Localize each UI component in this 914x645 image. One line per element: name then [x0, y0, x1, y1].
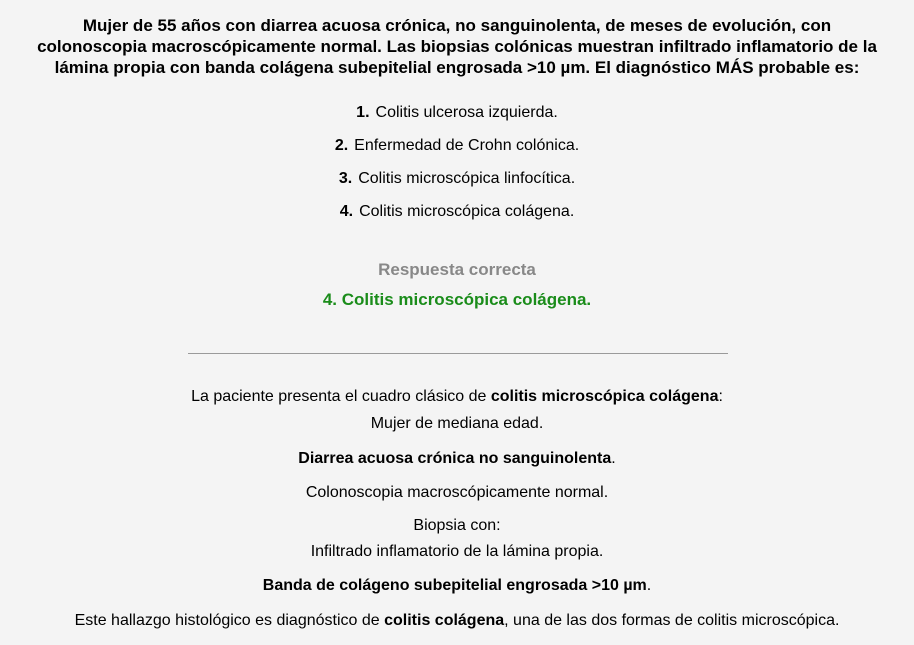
option-label: Colitis ulcerosa izquierda. [375, 104, 558, 121]
explanation-text: : [718, 388, 723, 405]
explanation-bold: Diarrea acuosa crónica no sanguinolenta [298, 450, 612, 467]
option-number: 1. [356, 104, 370, 121]
question-line: Mujer de 55 años con diarrea acuosa crónica, no sanguinolenta, de meses de evolución, con [82, 16, 832, 35]
option-label: Colitis microscópica colágena. [359, 203, 575, 220]
option-2[interactable] [0, 135, 914, 157]
question-text [0, 15, 914, 78]
explanation-text: La paciente presenta el cuadro clásico de [191, 388, 491, 405]
explanation-point: Colonoscopia macroscópicamente normal. [305, 484, 609, 501]
biopsy-heading: Biopsia con: [413, 517, 501, 534]
answer-heading: Respuesta correcta [378, 260, 536, 279]
explanation-text: Este hallazgo histológico es diagnóstico de [74, 612, 385, 629]
biopsy-finding [0, 575, 914, 596]
answer-options [0, 102, 914, 234]
question-line: lámina propia con banda colágena subepitelial engrosada >10 µm. El diagnóstico MÁS probable es: [54, 58, 860, 77]
explanation-text: , una de las dos formas de colitis microscópica. [504, 612, 840, 629]
explanation-bold: colitis colágena [384, 612, 505, 629]
explanation-intro [0, 386, 914, 407]
option-label: Colitis microscópica linfocítica. [358, 170, 576, 187]
section-divider [188, 353, 728, 354]
question-line: colonoscopia macroscópicamente normal. Las biopsias colónicas muestran infiltrado inflamatorio de la [37, 37, 877, 56]
option-3[interactable] [0, 168, 914, 190]
explanation-point [0, 448, 914, 469]
explanation-bold: Banda de colágeno subepitelial engrosada >10 µm [262, 577, 647, 594]
biopsy-finding: Infiltrado inflamatorio de la lámina propia. [310, 543, 604, 560]
explanation-text: . [611, 450, 616, 467]
option-number: 2. [334, 137, 349, 154]
explanation-conclusion [0, 610, 914, 631]
explanation-bold: colitis microscópica colágena [490, 388, 719, 405]
explanation-text: . [646, 577, 652, 594]
explanation-point: Mujer de mediana edad. [370, 415, 544, 432]
option-label: Enfermedad de Crohn colónica. [354, 137, 580, 154]
option-1[interactable] [0, 102, 914, 124]
option-number: 3. [338, 170, 353, 187]
option-4[interactable] [0, 201, 914, 223]
correct-answer: 4. Colitis microscópica colágena. [322, 290, 592, 309]
option-number: 4. [339, 203, 354, 220]
